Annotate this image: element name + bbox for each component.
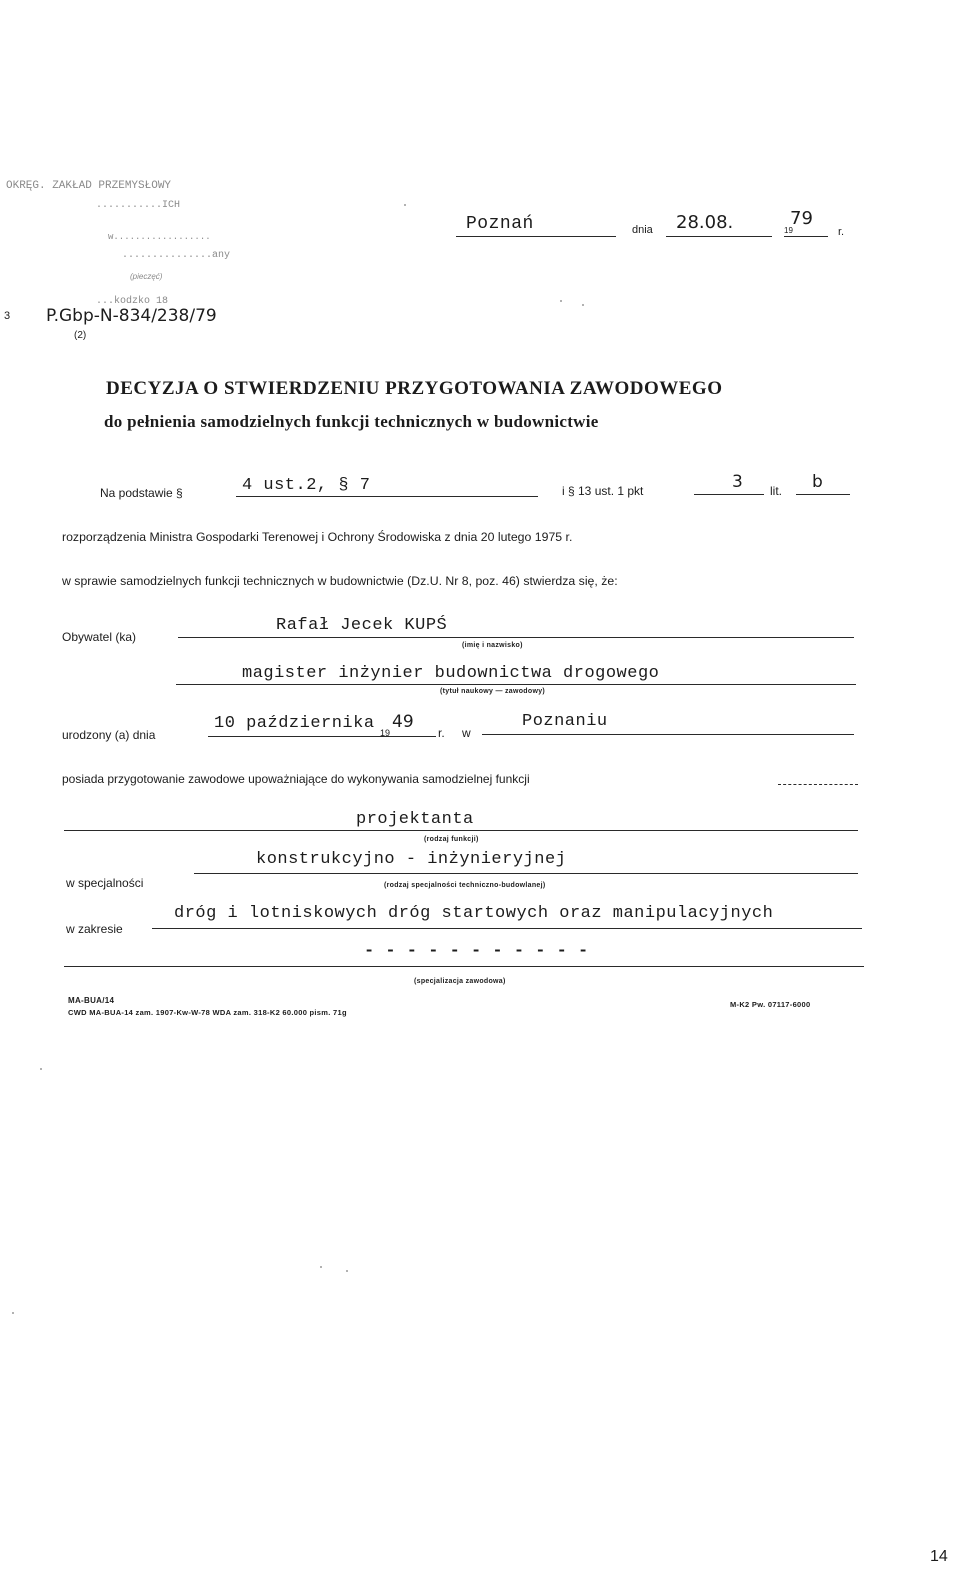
page-number: 14: [930, 1548, 948, 1565]
scope-label: w zakresie: [66, 922, 123, 936]
basis-prefix: Na podstawie §: [100, 486, 183, 500]
scan-speck: [560, 300, 562, 302]
qualification-text: posiada przygotowanie zawodowe upoważniające do wykonywania samodzielnej funkcji: [62, 772, 530, 786]
scope-caption: (specjalizacja zawodowa): [414, 978, 506, 985]
basis-pkt: 3: [732, 472, 743, 492]
scan-speck: [404, 204, 406, 206]
scope: dróg i lotniskowych dróg startowych oraz manipulacyjnych: [174, 904, 774, 923]
matter-text: w sprawie samodzielnych funkcji technicznych w budownictwie (Dz.U. Nr 8, poz. 46) stwierdza się, że:: [62, 574, 618, 588]
regulation-text: rozporządzenia Ministra Gospodarki Terenowej i Ochrony Środowiska z dnia 20 lutego 1975 r.: [62, 530, 573, 544]
degree-caption: (tytuł naukowy — zawodowy): [440, 688, 546, 695]
reference-number: P.Gbp-N-834/238/79: [46, 306, 217, 326]
print-info: CWD MA-BUA-14 zam. 1907-Kw-W-78 WDA zam. 318-K2 60.000 pism. 71g: [68, 1008, 347, 1017]
decision-subtitle: do pełnienia samodzielnych funkcji technicznych w budownictwie: [104, 412, 599, 431]
form-code: MA-BUA/14: [68, 996, 115, 1005]
scan-speck: [582, 304, 584, 306]
citizen-label: Obywatel (ka): [62, 630, 137, 644]
speciality-label: w specjalności: [66, 876, 144, 890]
print-right: M-K2 Pw. 07117-6000: [730, 1000, 811, 1009]
stamp-line-3: w..................: [108, 232, 211, 242]
scan-speck: [12, 1312, 14, 1314]
date-prefix: dnia: [632, 224, 653, 236]
basis-lit-label: lit.: [770, 484, 782, 498]
margin-mark: 3: [4, 310, 11, 322]
basis-middle: i § 13 ust. 1 pkt: [562, 484, 644, 498]
function-caption: (rodzaj funkcji): [424, 836, 479, 843]
basis-lit: b: [812, 472, 823, 492]
scope-dashes: - - - - - - - - - - -: [364, 942, 589, 961]
speciality: konstrukcyjno - inżynieryjnej: [256, 850, 567, 869]
birth-place: Poznaniu: [522, 712, 608, 731]
date-day-month: 28.08.: [676, 212, 734, 233]
birth-year: 49: [392, 712, 414, 732]
scan-speck: [40, 1068, 42, 1070]
scan-speck: [320, 1266, 322, 1268]
stamp-line-4: ...............any: [122, 250, 231, 261]
born-r: r.: [438, 726, 445, 740]
place: Poznań: [466, 214, 534, 234]
degree: magister inżynier budownictwa drogowego: [242, 664, 660, 683]
stamp-line-1: OKRĘG. ZAKŁAD PRZEMYSŁOWY: [6, 180, 172, 192]
reference-sub: (2): [74, 330, 87, 341]
citizen-name: Rafał Jecek KUPŚ: [276, 616, 448, 635]
stamp-line-2: ...........ICH: [96, 200, 181, 211]
date-suffix: r.: [838, 226, 845, 238]
stamp-line-5: ...kodzko 18: [96, 296, 169, 307]
citizen-name-caption: (imię i nazwisko): [462, 642, 523, 649]
function: projektanta: [356, 810, 474, 829]
date-year-prefix: 19: [784, 226, 793, 235]
birth-year-prefix: 19: [380, 728, 391, 738]
speciality-caption: (rodzaj specjalności techniczno-budowlanej): [384, 882, 546, 889]
decision-title: DECYZJA O STWIERDZENIU PRZYGOTOWANIA ZAWODOWEGO: [106, 378, 723, 399]
stamp-label: (pieczęć): [130, 272, 163, 281]
born-w: w: [462, 726, 471, 740]
scan-speck: [346, 1270, 348, 1272]
date-year: 79: [790, 208, 813, 229]
birth-date: 10 października: [214, 714, 375, 733]
basis-paragraph: 4 ust.2, § 7: [242, 476, 371, 495]
born-label: urodzony (a) dnia: [62, 728, 156, 742]
